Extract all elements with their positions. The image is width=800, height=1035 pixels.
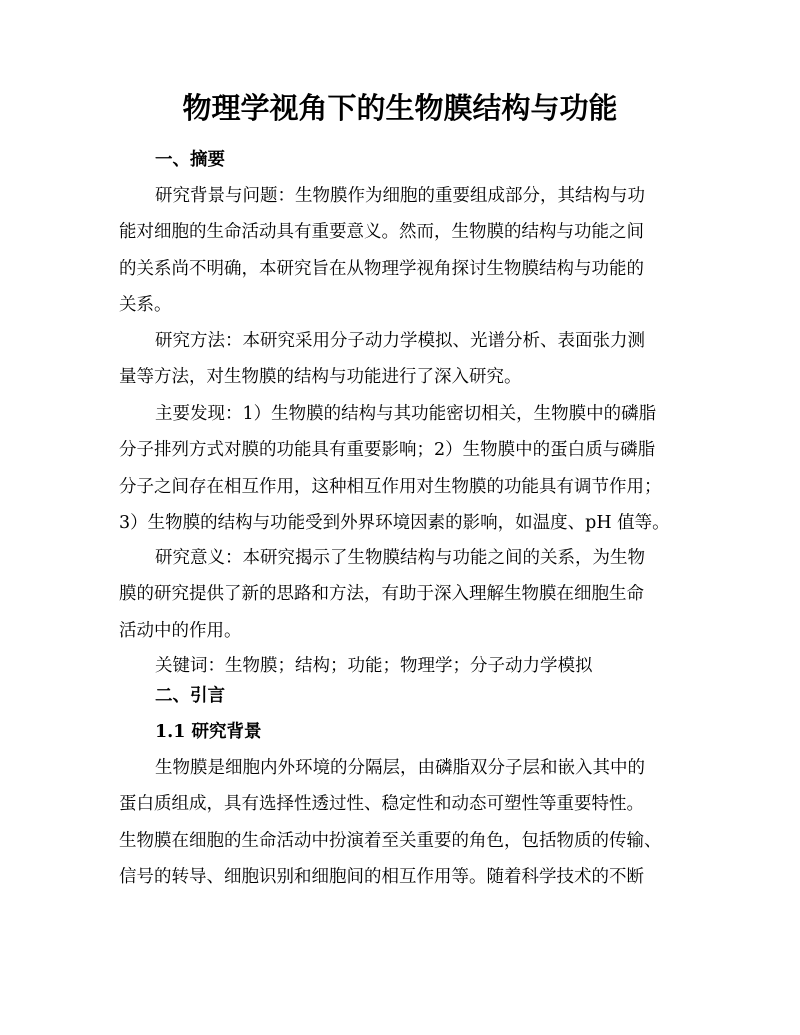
paragraph-main-findings — [119, 396, 684, 541]
text-line: 量等方法，对生物膜的结构与功能进行了深入研究。 — [119, 367, 522, 388]
text-line: 分子排列方式对膜的功能具有重要影响；2）生物膜中的蛋白质与磷脂 — [119, 440, 656, 461]
subsection-heading-research-background: 1.1 研究背景 — [155, 722, 262, 742]
paragraph-research-significance — [119, 540, 684, 649]
text-line: 能对细胞的生命活动具有重要意义。然而，生物膜的结构与功能之间 — [119, 222, 644, 243]
text-line: 生物膜在细胞的生命活动中扮演着至关重要的角色，包括物质的传输、 — [119, 830, 662, 851]
paragraph-research-methods — [119, 323, 684, 396]
text-line: 关系。 — [119, 294, 172, 315]
text-line: 的关系尚不明确，本研究旨在从物理学视角探讨生物膜结构与功能的 — [119, 258, 644, 279]
text-line: 活动中的作用。 — [119, 620, 242, 641]
text-line: 蛋白质组成，具有选择性透过性、稳定性和动态可塑性等重要特性。 — [119, 794, 644, 815]
text-line: 主要发现：1）生物膜的结构与其功能密切相关，生物膜中的磷脂 — [155, 404, 657, 424]
text-line: 研究意义：本研究揭示了生物膜结构与功能之间的关系，为生物 — [155, 548, 645, 568]
keywords-line: 关键词：生物膜；结构；功能；物理学；分子动力学模拟 — [155, 656, 593, 676]
document-title: 物理学视角下的生物膜结构与功能 — [182, 91, 618, 125]
text-line: 分子之间存在相互作用，这种相互作用对生物膜的功能具有调节作用； — [119, 476, 662, 497]
text-line: 信号的转导、细胞识别和细胞间的相互作用等。随着科学技术的不断 — [119, 866, 644, 887]
text-line: 生物膜是细胞内外环境的分隔层，由磷脂双分子层和嵌入其中的 — [155, 758, 645, 778]
section-heading-abstract: 一、摘要 — [155, 150, 225, 170]
text-line: 研究方法：本研究采用分子动力学模拟、光谱分析、表面张力测 — [155, 331, 645, 351]
text-line: 膜的研究提供了新的思路和方法，有助于深入理解生物膜在细胞生命 — [119, 584, 644, 605]
paragraph-research-background — [119, 178, 684, 323]
paragraph-introduction-background — [119, 750, 684, 895]
text-line: 3）生物膜的结构与功能受到外界环境因素的影响，如温度、pH 值等。 — [119, 512, 670, 533]
section-heading-introduction: 二、引言 — [155, 686, 225, 706]
paragraph-keywords — [119, 648, 684, 684]
text-line: 研究背景与问题：生物膜作为细胞的重要组成部分，其结构与功 — [155, 186, 645, 206]
